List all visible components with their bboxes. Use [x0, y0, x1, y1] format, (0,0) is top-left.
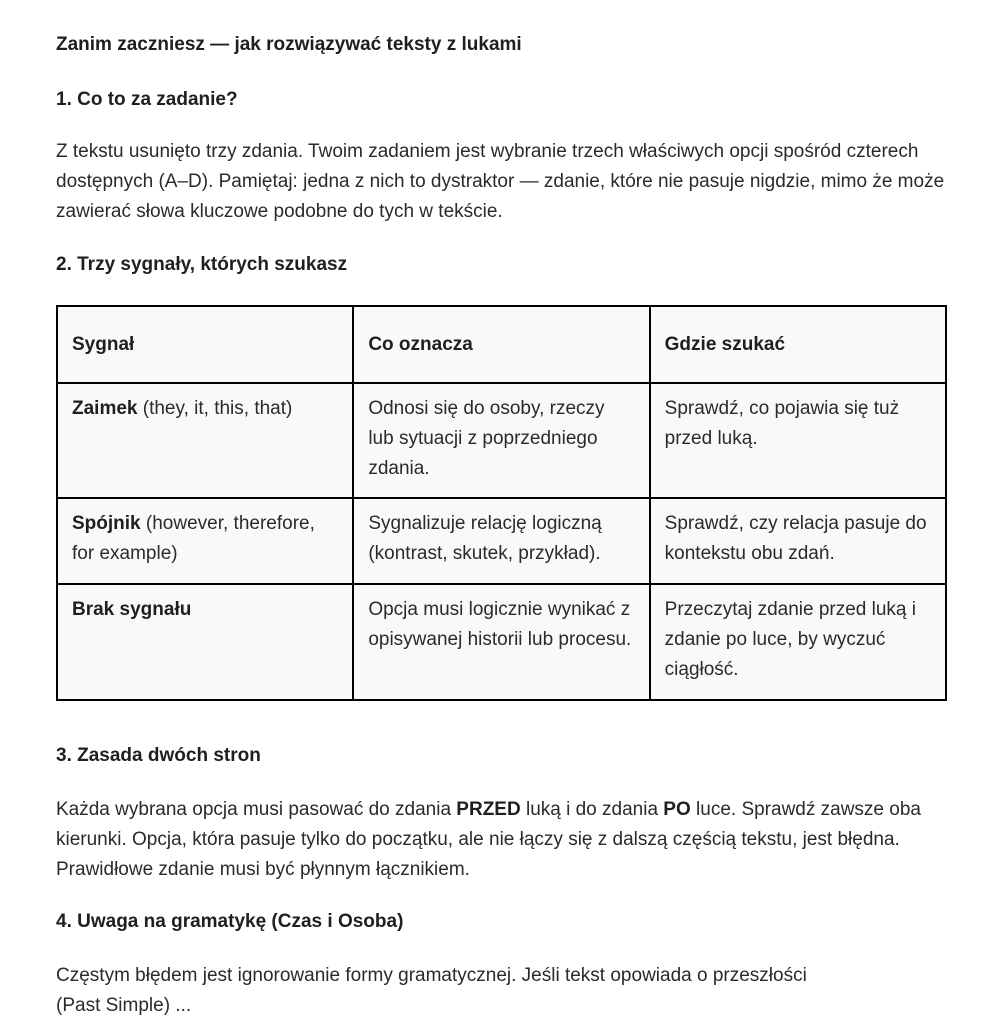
table-header-where: Gdzie szukać	[650, 306, 946, 383]
table-cell-where: Sprawdź, co pojawia się tuż przed luką.	[650, 383, 946, 498]
table-row	[57, 584, 946, 700]
section-heading-4: 4. Uwaga na gramatykę (Czas i Osoba)	[56, 911, 404, 932]
table-cell-where: Przeczytaj zdanie przed luką i zdanie po luce, by wyczuć ciągłość.	[650, 584, 946, 700]
table-header-row	[57, 306, 946, 383]
signal-name: Zaimek	[72, 398, 138, 419]
table-row	[57, 498, 946, 584]
signal-examples: (they, it, this, that)	[137, 398, 293, 419]
table-cell-where: Sprawdź, czy relacja pasuje do kontekstu obu zdań.	[650, 498, 946, 584]
table-row	[57, 383, 946, 498]
signal-examples: (however, therefore, for example)	[72, 513, 315, 564]
paragraph-text: Każda wybrana opcja musi pasować do zdania	[56, 799, 457, 820]
section-paragraph-1: Z tekstu usunięto trzy zdania. Twoim zadaniem jest wybranie trzech właściwych opcji spośród czterech dostępnych (A–D). Pamiętaj: jedna z nich to dystraktor — zdanie, które nie pasuje nigdzie, mimo że może zawierać słowa kluczowe podobne do tych w tekście.	[56, 141, 945, 222]
section-heading-3: 3. Zasada dwóch stron	[56, 745, 261, 766]
table-header-signal: Sygnał	[57, 306, 353, 383]
signal-name: Brak sygnału	[72, 599, 192, 620]
table-cell-signal	[57, 498, 353, 584]
page-title: Zanim zaczniesz — jak rozwiązywać teksty z lukami	[56, 34, 522, 55]
section-heading-2: 2. Trzy sygnały, których szukasz	[56, 254, 348, 275]
signals-table	[56, 305, 947, 701]
section-heading-1: 1. Co to za zadanie?	[56, 89, 238, 110]
table-cell-meaning: Sygnalizuje relację logiczną (kontrast, skutek, przykład).	[353, 498, 649, 584]
section-paragraph-4-line1: Częstym błędem jest ignorowanie formy gramatycznej. Jeśli tekst opowiada o przeszłości	[56, 965, 807, 986]
table-cell-meaning: Odnosi się do osoby, rzeczy lub sytuacji z poprzedniego zdania.	[353, 383, 649, 498]
table-cell-signal	[57, 584, 353, 700]
section-paragraph-4-line2: (Past Simple) ...	[56, 995, 192, 1016]
paragraph-text: luką i do zdania	[520, 799, 664, 820]
table-cell-meaning: Opcja musi logicznie wynikać z opisywanej historii lub procesu.	[353, 584, 649, 700]
emphasis-after: PO	[663, 799, 691, 820]
emphasis-before: PRZED	[456, 799, 521, 820]
section-paragraph-3	[56, 795, 946, 885]
table-header-meaning: Co oznacza	[353, 306, 649, 383]
paragraph-text: luce. Sprawdź zawsze oba kierunki. Opcja, która pasuje tylko do początku, ale nie łączy się z dalszą częścią tekstu, jest błędna. Prawidłowe zdanie musi być płynnym łącznikiem.	[56, 799, 921, 880]
table-cell-signal	[57, 383, 353, 498]
signal-name: Spójnik	[72, 513, 141, 534]
